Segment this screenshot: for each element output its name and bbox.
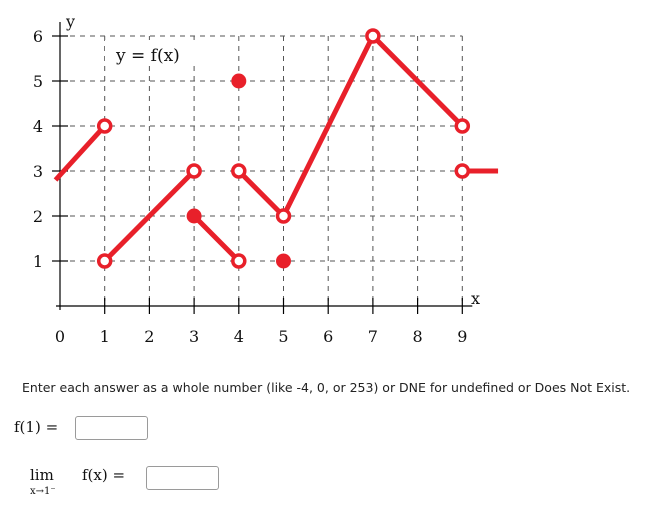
grid-lines bbox=[60, 36, 462, 306]
open-point bbox=[99, 255, 111, 267]
y-tick-label: 2 bbox=[32, 207, 44, 226]
x-tick-label: 7 bbox=[367, 327, 378, 346]
x-axis-label: x bbox=[471, 289, 481, 308]
closed-point bbox=[276, 254, 291, 269]
limit-subscript: x→1⁻ bbox=[30, 486, 56, 497]
open-point bbox=[233, 255, 245, 267]
x-tick-label: 1 bbox=[99, 327, 110, 346]
function-segment bbox=[194, 216, 239, 261]
answer-f1-input[interactable] bbox=[75, 416, 148, 440]
chart-title: y = f(x) bbox=[116, 46, 180, 66]
y-tick-label: 5 bbox=[32, 72, 44, 91]
tick-labels bbox=[33, 27, 467, 346]
open-point bbox=[456, 120, 468, 132]
y-tick-label: 4 bbox=[32, 117, 44, 136]
open-point bbox=[99, 120, 111, 132]
open-point bbox=[367, 30, 379, 42]
open-point bbox=[278, 210, 290, 222]
function-segment bbox=[56, 126, 105, 180]
closed-point bbox=[187, 209, 202, 224]
x-tick-label: 2 bbox=[144, 327, 155, 346]
question-f1-label: f(1) = bbox=[14, 418, 59, 436]
open-point bbox=[456, 165, 468, 177]
limit-word: lim bbox=[30, 466, 54, 484]
x-tick-label: 5 bbox=[278, 327, 289, 346]
answer-limit-input[interactable] bbox=[146, 466, 219, 490]
x-tick-label: 6 bbox=[323, 327, 334, 346]
x-tick-label: 8 bbox=[412, 327, 423, 346]
instructions-text: Enter each answer as a whole number (like -4, 0, or 253) or DNE for undefined or Does Not Exist. bbox=[22, 380, 631, 395]
y-axis-label: y bbox=[66, 12, 76, 31]
x-tick-label: 9 bbox=[457, 327, 468, 346]
x-tick-label: 3 bbox=[189, 327, 200, 346]
x-tick-label: 0 bbox=[54, 327, 66, 346]
y-tick-label: 1 bbox=[32, 252, 44, 271]
limit-fx-label: f(x) = bbox=[82, 466, 126, 484]
function-curves bbox=[56, 36, 499, 261]
closed-point bbox=[231, 74, 246, 89]
x-tick-label: 4 bbox=[233, 327, 244, 346]
open-point bbox=[188, 165, 200, 177]
open-point bbox=[233, 165, 245, 177]
y-tick-label: 3 bbox=[32, 162, 44, 181]
y-tick-label: 6 bbox=[32, 27, 44, 46]
